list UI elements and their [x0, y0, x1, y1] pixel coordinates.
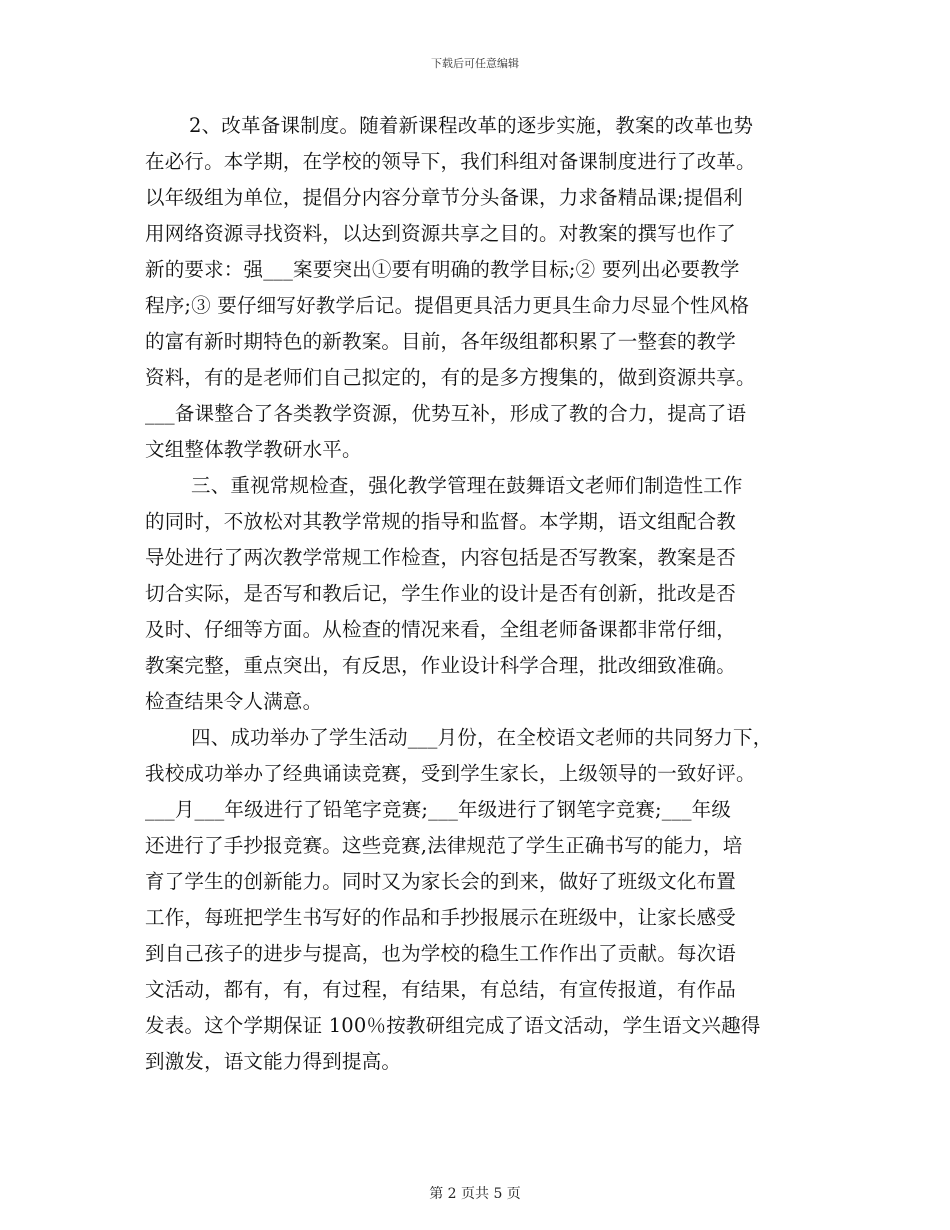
text-line: 程序;③ 要仔细写好教学后记。提倡更具活力更具生命力尽显个性风格 — [145, 294, 750, 317]
text-line: 切合实际，是否写和教后记，学生作业的设计是否有创新，批改是否 — [145, 582, 737, 605]
text-line: 教案完整，重点突出，有反思，作业设计科学合理，批改细致准确。 — [145, 654, 737, 677]
page-footer: 第 2 页共 5 页 — [429, 1186, 521, 1202]
text-line: ___备课整合了各类教学资源，优势互补，形成了教的合力，提高了语 — [145, 402, 747, 425]
text-line: 及时、仔细等方面。从检查的情况来看，全组老师备课都非常仔细， — [145, 618, 737, 641]
text-line: 工作，每班把学生书写好的作品和手抄报展示在班级中，让家长感受 — [145, 906, 737, 929]
text-line: 文组整体教学教研水平。 — [145, 438, 362, 461]
text-line: 到自己孩子的进步与提高，也为学校的稳生工作作出了贡献。每次语 — [145, 942, 737, 965]
document-body — [145, 108, 815, 1080]
text-line: 导处进行了两次教学常规工作检查，内容包括是否写教案，教案是否 — [145, 546, 737, 569]
text-line: 我校成功举办了经典诵读竞赛，受到学生家长，上级领导的一致好评。 — [145, 762, 756, 785]
text-line: 四、成功举办了学生活动___月份，在全校语文老师的共同努力下， — [191, 726, 773, 749]
text-line: 到激发，语文能力得到提高。 — [145, 1050, 402, 1073]
text-line: 三、重视常规检查，强化教学管理在鼓舞语文老师们制造性工作 — [191, 474, 743, 497]
text-line: 的富有新时期特色的新教案。目前，各年级组都积累了一整套的教学 — [145, 330, 737, 353]
text-line: ___月___年级进行了铅笔字竞赛;___年级进行了钢笔字竞赛;___年级 — [145, 798, 732, 821]
text-line: 检查结果令人满意。 — [145, 690, 323, 713]
paragraph — [145, 108, 815, 468]
text-line: 以年级组为单位，提倡分内容分章节分头备课，力求备精品课;提倡利 — [145, 186, 743, 209]
text-line: 新的要求：强___案要突出①要有明确的教学目标;② 要列出必要教学 — [145, 258, 740, 281]
text-line: 的同时，不放松对其教学常规的指导和监督。本学期，语文组配合教 — [145, 510, 737, 533]
text-line: 用网络资源寻找资料，以达到资源共享之目的。对教案的撰写也作了 — [145, 222, 737, 245]
paragraph — [145, 468, 815, 720]
page-header: 下载后可任意编辑 — [431, 57, 519, 70]
text-line: 资料，有的是老师们自己拟定的，有的是多方搜集的，做到资源共享。 — [145, 366, 756, 389]
text-line: 还进行了手抄报竞赛。这些竞赛,法律规范了学生正确书写的能力，培 — [145, 834, 743, 857]
text-line: 育了学生的创新能力。同时又为家长会的到来，做好了班级文化布置 — [145, 870, 737, 893]
text-line: 文活动，都有，有，有过程，有结果，有总结，有宣传报道，有作品 — [145, 978, 737, 1001]
text-line: 2、改革备课制度。随着新课程改革的逐步实施，教案的改革也势 — [189, 114, 754, 137]
text-line: 发表。这个学期保证 100％按教研组完成了语文活动，学生语文兴趣得 — [145, 1014, 761, 1037]
paragraph — [145, 720, 815, 1080]
text-line: 在必行。本学期，在学校的领导下，我们科组对备课制度进行了改革。 — [145, 150, 756, 173]
